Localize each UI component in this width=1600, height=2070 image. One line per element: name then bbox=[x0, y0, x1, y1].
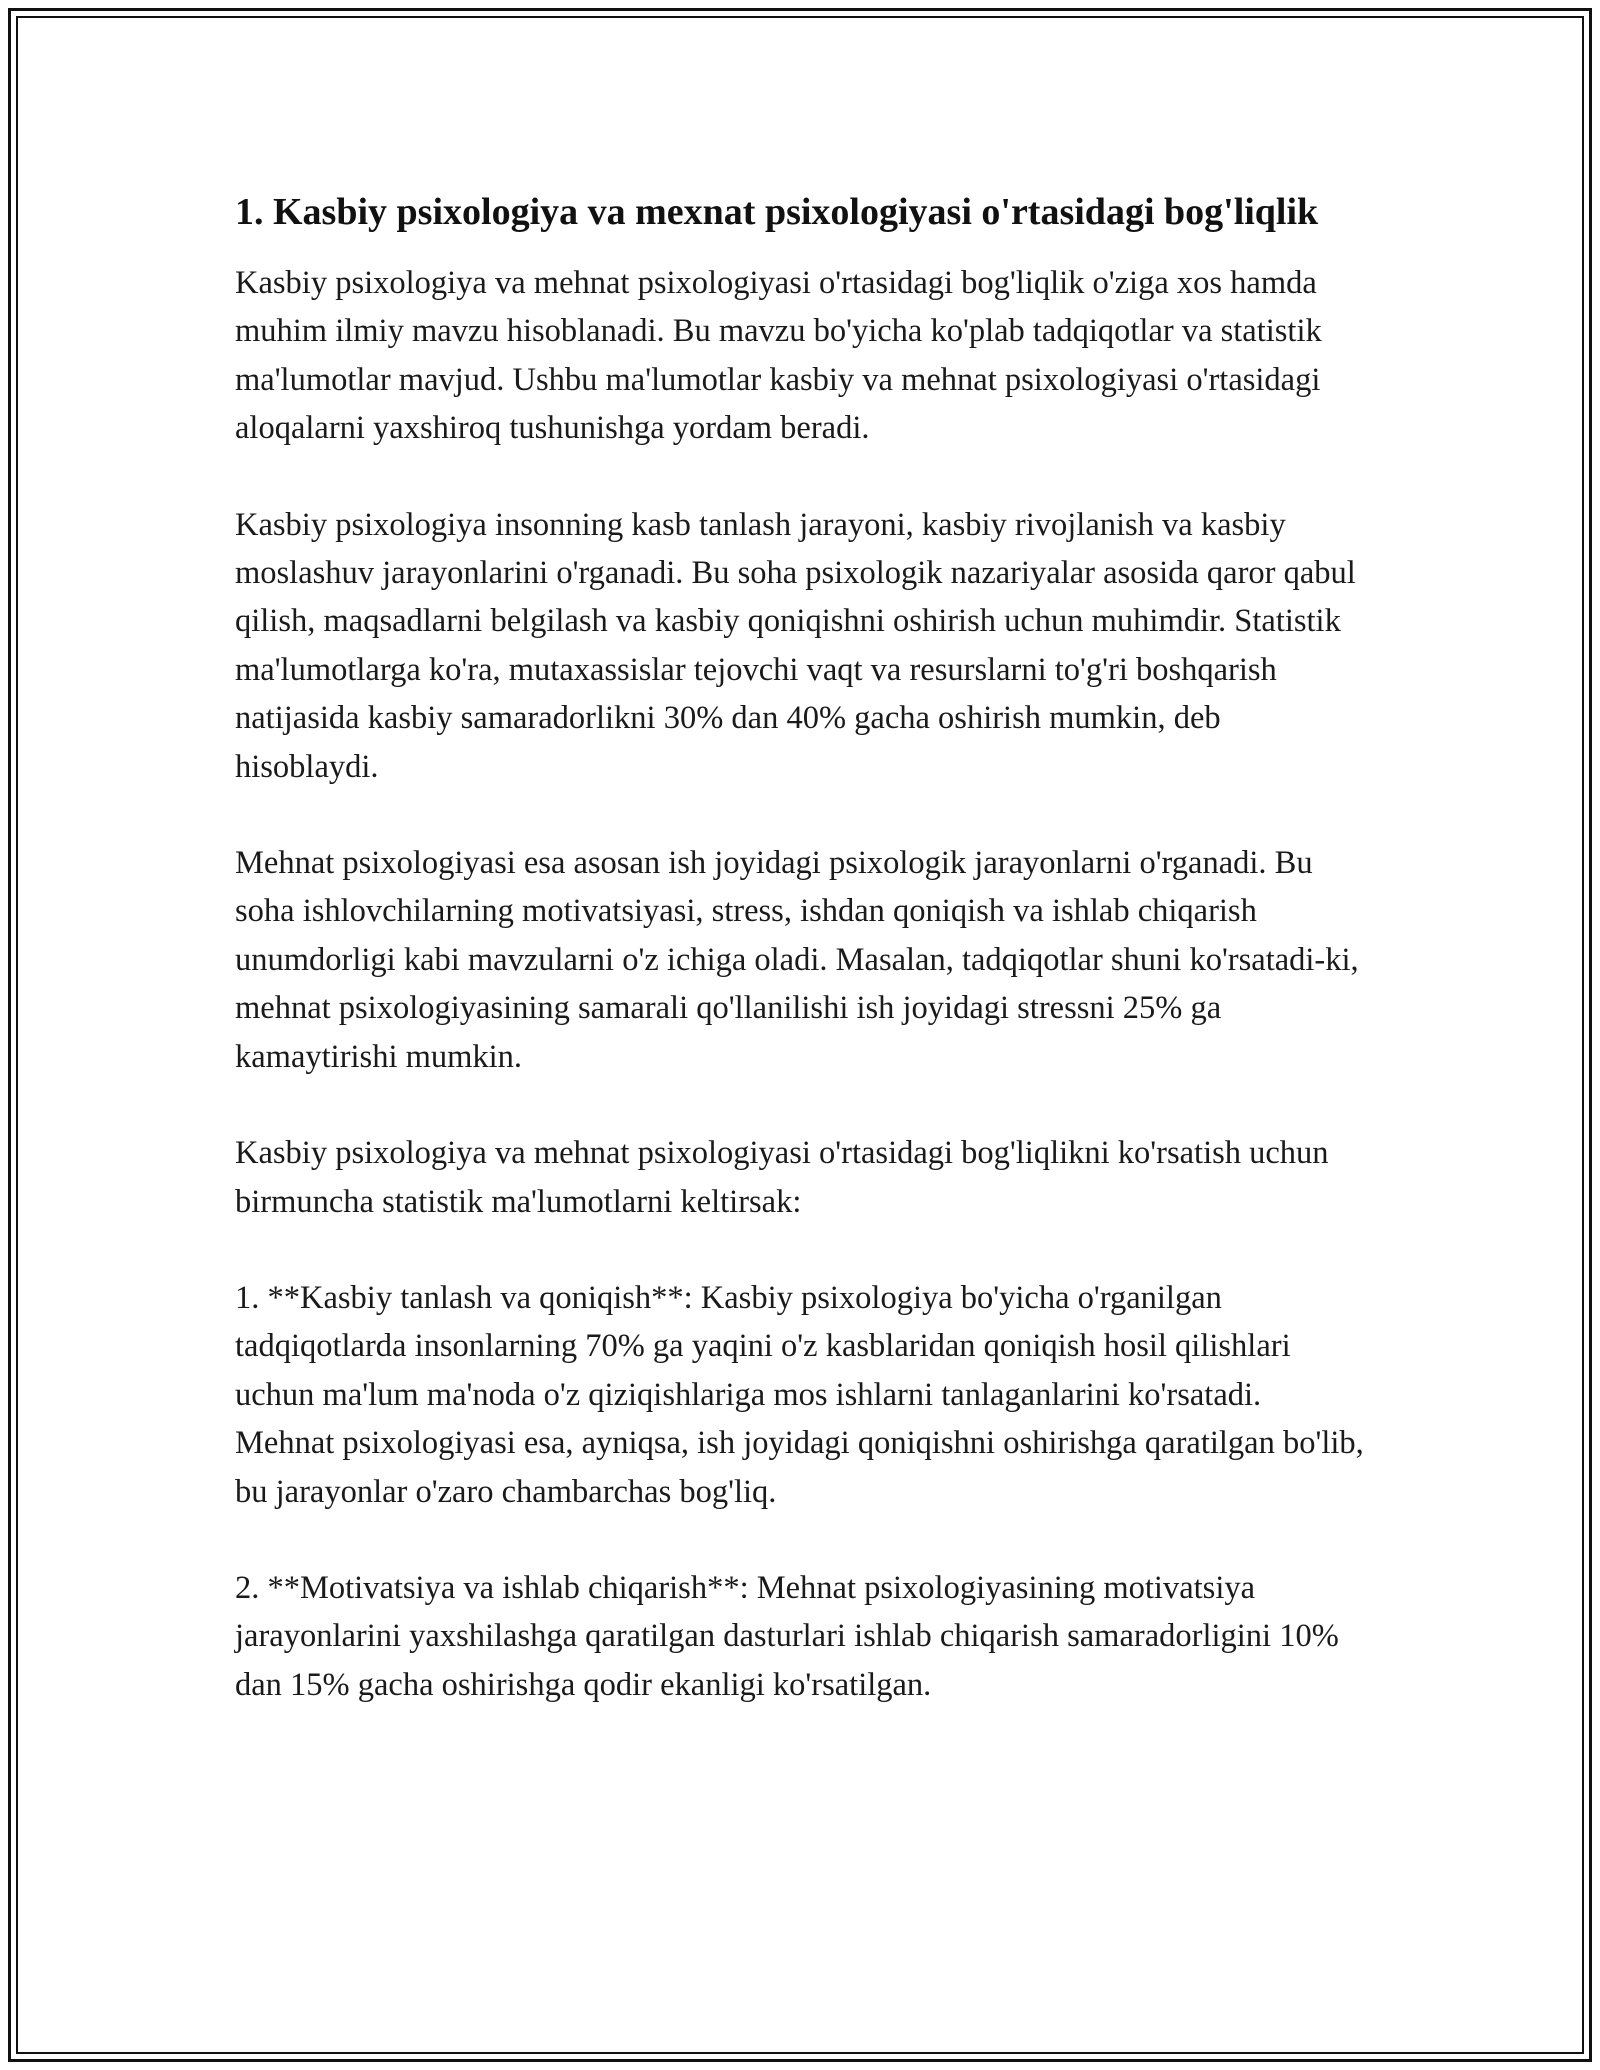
paragraph-statistics-intro: Kasbiy psixologiya va mehnat psixologiyasi o'rtasidagi bog'liqlikni ko'rsatish uchun birmuncha statistik ma'lumotlarni keltirsak: bbox=[235, 1135, 1329, 1220]
list-item-1: 1. **Kasbiy tanlash va qoniqish**: Kasbiy psixologiya bo'yicha o'rganilgan tadqiqotlarda insonlarning 70% ga yaqini o'z kasblaridan qoniqish hosil qilishlari uchun ma'lum ma'noda o'z qiziqishlariga mos ishlarni tanlaganlarini ko'rsatadi. Mehnat psixologiyasi esa, ayniqsa, ish joyidagi qoniqishni oshirishga qaratilgan bo'lib, bu jarayonlar o'zaro chambarchas bog'liq. bbox=[235, 1279, 1364, 1510]
document-body bbox=[235, 185, 1365, 1757]
paragraph-professional-psychology: Kasbiy psixologiya insonning kasb tanlash jarayoni, kasbiy rivojlanish va kasbiy moslashuv jarayonlarini o'rganadi. Bu soha psixologik nazariyalar asosida qaror qabul qilish, maqsadlarni belgilash va kasbiy qoniqishni oshirish uchun muhimdir. Statistik ma'lumotlarga ko'ra, mutaxassislar tejovchi vaqt va resurslarni to'g'ri boshqarish natijasida kasbiy samaradorlikni 30% dan 40% gacha oshirish mumkin, deb hisoblaydi. bbox=[235, 506, 1356, 785]
page-title: 1. Kasbiy psixologiya va mexnat psixologiyasi o'rtasidagi bog'liqlik bbox=[235, 191, 1319, 233]
list-item-2: 2. **Motivatsiya va ishlab chiqarish**: Mehnat psixologiyasining motivatsiya jarayonlarini yaxshilashga qaratilgan dasturlari ishlab chiqarish samaradorligini 10% dan 15% gacha oshirishga qodir ekanligi ko'rsatilgan. bbox=[235, 1569, 1339, 1703]
paragraph-intro: Kasbiy psixologiya va mehnat psixologiyasi o'rtasidagi bog'liqlik o'ziga xos hamda muhim ilmiy mavzu hisoblanadi. Bu mavzu bo'yicha ko'plab tadqiqotlar va statistik ma'lumotlar mavjud. Ushbu ma'lumotlar kasbiy va mehnat psixologiyasi o'rtasidagi aloqalarni yaxshiroq tushunishga yordam beradi. bbox=[235, 265, 1322, 447]
paragraph-labor-psychology: Mehnat psixologiyasi esa asosan ish joyidagi psixologik jarayonlarni o'rganadi. Bu soha ishlovchilarning motivatsiyasi, stress, ishdan qoniqish va ishlab chiqarish unumdorligi kabi mavzularni o'z ichiga oladi. Masalan, tadqiqotlar shuni ko'rsatadi-ki, mehnat psixologiyasining samarali qo'llanilishi ish joyidagi stressni 25% ga kamaytirishi mumkin. bbox=[235, 845, 1359, 1075]
